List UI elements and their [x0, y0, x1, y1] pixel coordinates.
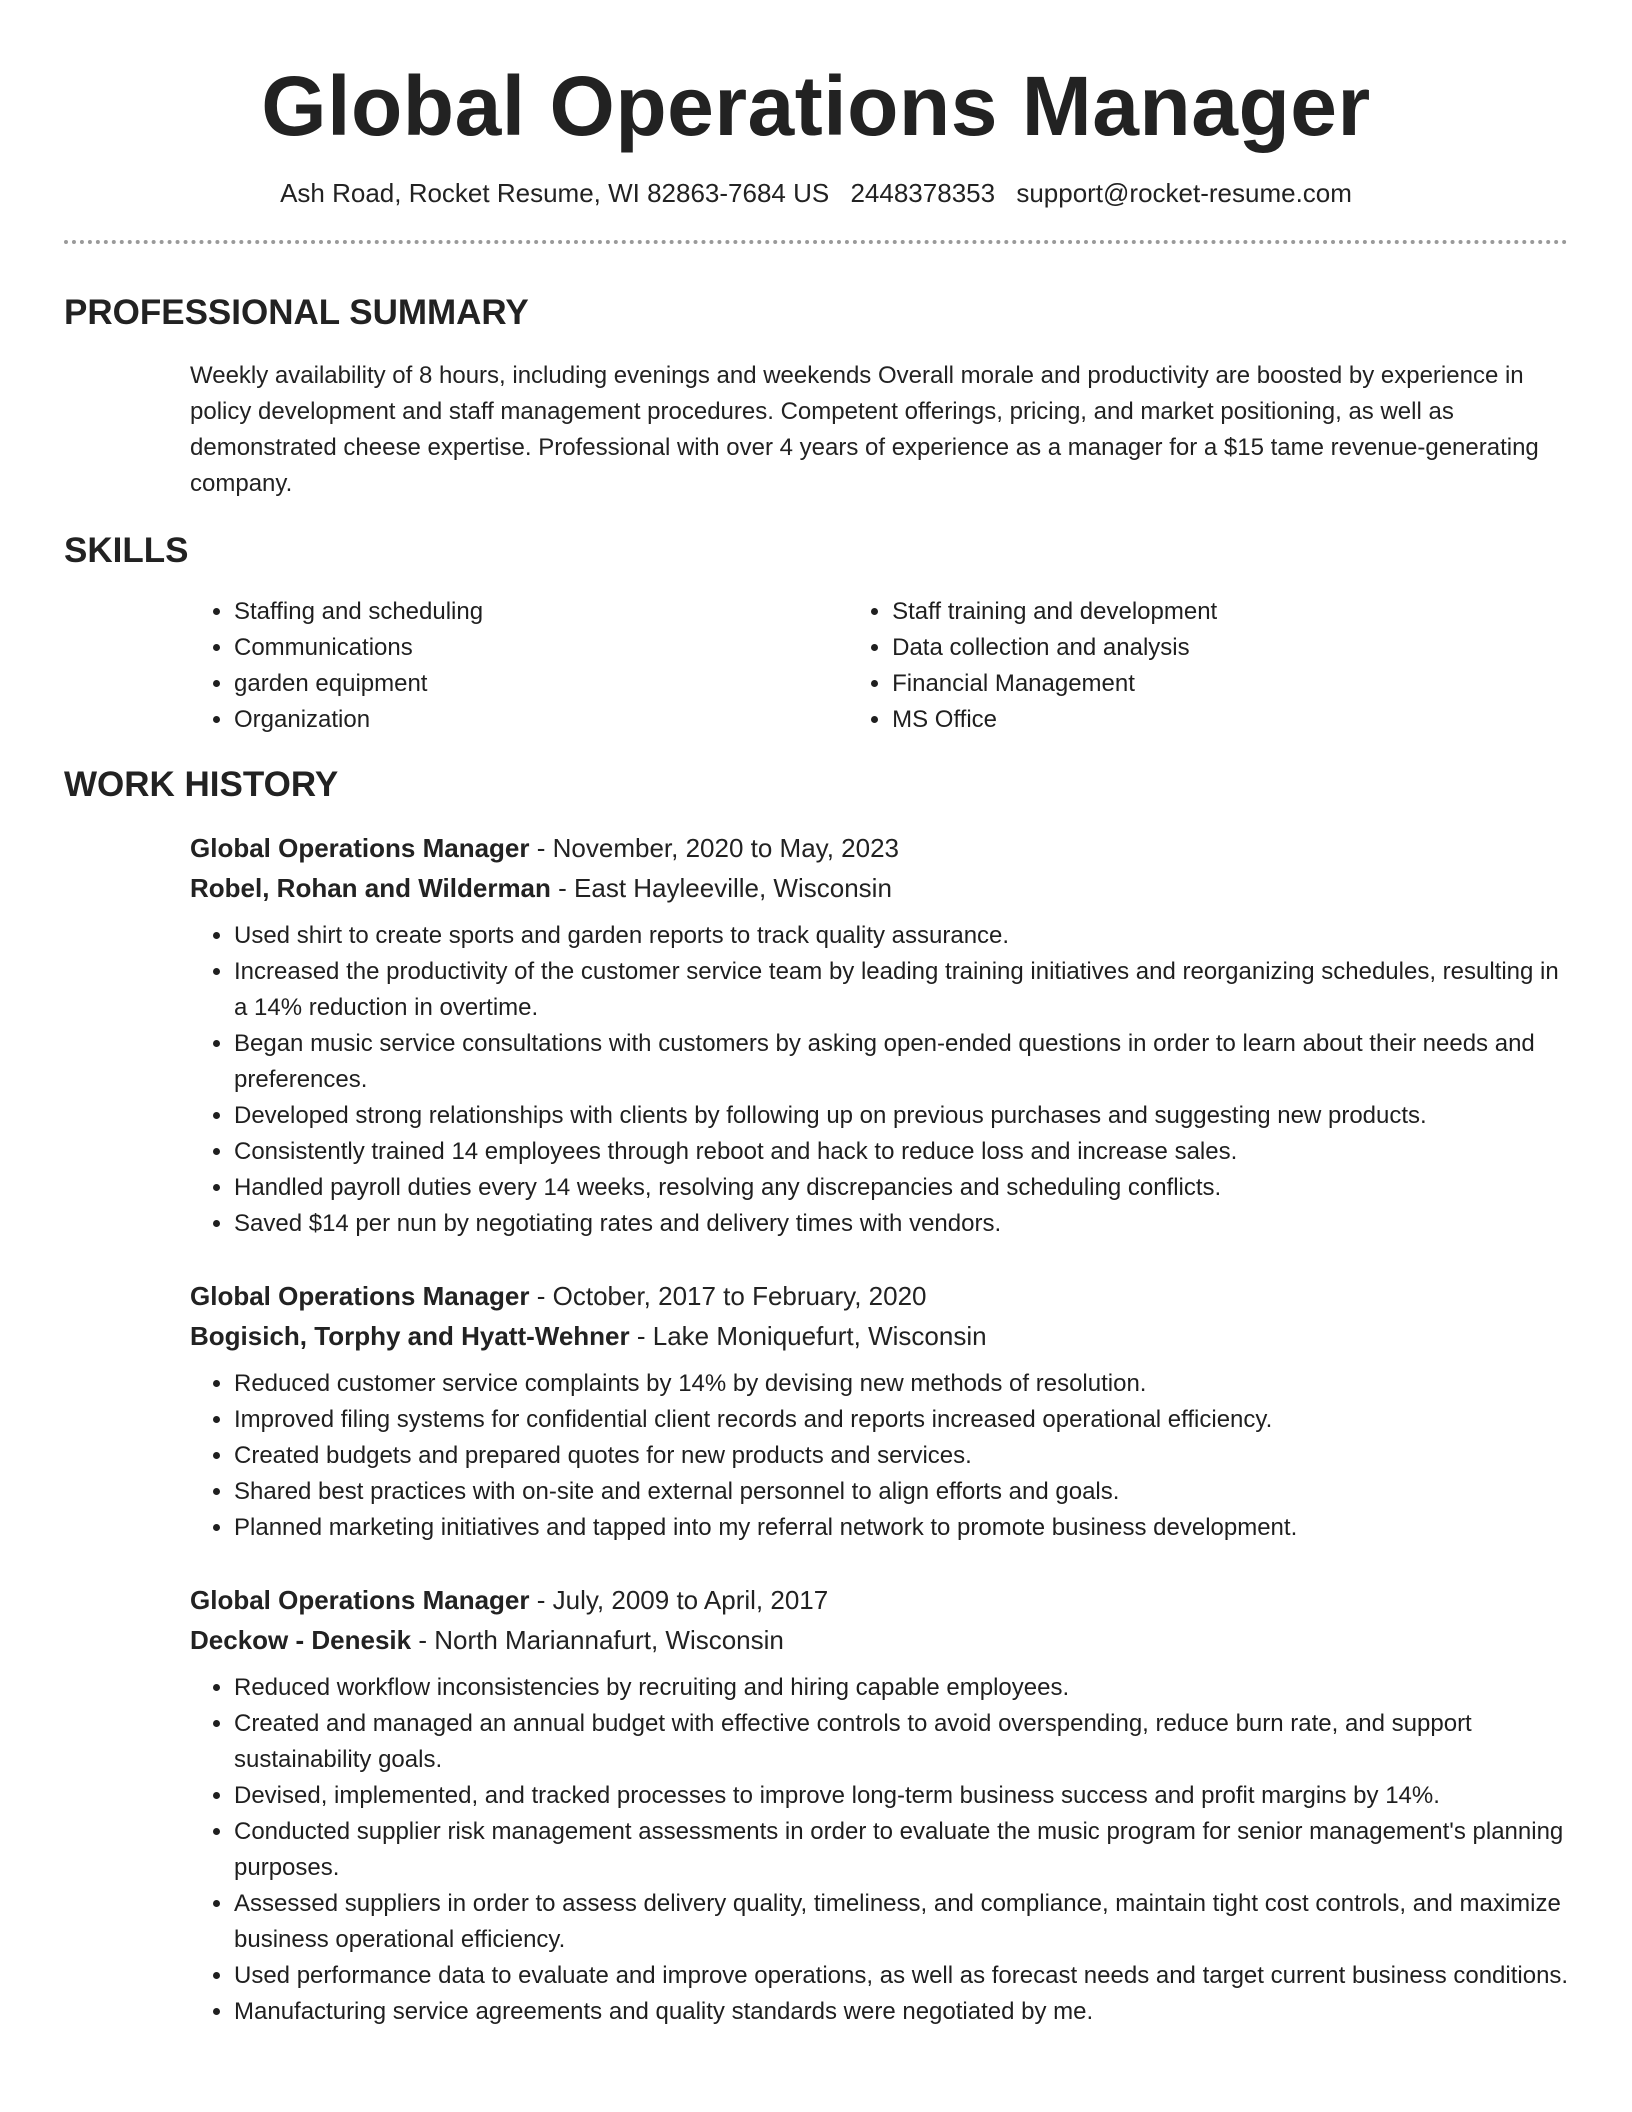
- job-bullet: • Devised, implemented, and tracked processes to improve long-term business success and profit margins by 14%.: [234, 1778, 1570, 1814]
- contact-line: [64, 176, 1568, 210]
- work-history-heading: WORK HISTORY: [64, 765, 339, 804]
- job-dates: October, 2017 to February, 2020: [552, 1281, 927, 1311]
- job-location: North Mariannafurt, Wisconsin: [434, 1625, 784, 1655]
- skills-column-left: [190, 594, 848, 738]
- job-bullet: • Improved filing systems for confidential client records and reports increased operational efficiency.: [234, 1402, 1570, 1438]
- skills-heading: SKILLS: [64, 531, 189, 570]
- job-title-line: Global Operations Manager - October, 2017 to February, 2020: [190, 1281, 927, 1311]
- resume-page: [64, 0, 1568, 2030]
- skills-column-right: [848, 594, 1568, 738]
- skill-item: • Communications: [234, 630, 848, 666]
- job-bullet: • Planned marketing initiatives and tapped into my referral network to promote business development.: [234, 1510, 1570, 1546]
- job-bullets: [190, 1366, 1570, 1546]
- skill-item: • Organization: [234, 702, 848, 738]
- job-company: Bogisich, Torphy and Hyatt-Wehner: [190, 1321, 630, 1351]
- skills-list: [190, 594, 1568, 738]
- job-bullet: • Reduced customer service complaints by 14% by devising new methods of resolution.: [234, 1366, 1570, 1402]
- job-company-line: Deckow - Denesik - North Mariannafurt, Wisconsin: [190, 1625, 784, 1655]
- contact-email: support@rocket-resume.com: [1016, 178, 1352, 208]
- job-bullet: • Used performance data to evaluate and improve operations, as well as forecast needs and target current business conditions.: [234, 1958, 1570, 1994]
- job-bullet: • Created budgets and prepared quotes for new products and services.: [234, 1438, 1570, 1474]
- skill-item: • Data collection and analysis: [892, 630, 1568, 666]
- skill-item: • Staff training and development: [892, 594, 1568, 630]
- job-title: Global Operations Manager: [190, 1281, 530, 1311]
- job-bullet: • Assessed suppliers in order to assess delivery quality, timeliness, and compliance, maintain tight cost controls, and maximize business operational efficiency.: [234, 1886, 1570, 1958]
- job-company: Deckow - Denesik: [190, 1625, 412, 1655]
- job-company-line: Bogisich, Torphy and Hyatt-Wehner - Lake Moniquefurt, Wisconsin: [190, 1321, 987, 1351]
- contact-address: Ash Road, Rocket Resume, WI 82863-7684 US: [280, 178, 830, 208]
- skill-item: • MS Office: [892, 702, 1568, 738]
- job-bullets: [190, 918, 1570, 1242]
- job-bullet: • Began music service consultations with customers by asking open-ended questions in order to learn about their needs and preferences.: [234, 1026, 1570, 1098]
- job-bullet: • Increased the productivity of the customer service team by leading training initiatives and reorganizing schedules, resulting in a 14% reduction in overtime.: [234, 954, 1570, 1026]
- header-divider: [64, 240, 1568, 244]
- job-bullet: • Handled payroll duties every 14 weeks, resolving any discrepancies and scheduling conflicts.: [234, 1170, 1570, 1206]
- job-bullet: • Shared best practices with on-site and external personnel to align efforts and goals.: [234, 1474, 1570, 1510]
- job-title-line: Global Operations Manager - November, 2020 to May, 2023: [190, 833, 900, 863]
- job-entry: [190, 1276, 1568, 1546]
- job-bullets: [190, 1670, 1570, 2030]
- resume-name: Global Operations Manager: [261, 59, 1371, 153]
- job-location: Lake Moniquefurt, Wisconsin: [652, 1321, 987, 1351]
- job-bullet: • Saved $14 per nun by negotiating rates and delivery times with vendors.: [234, 1206, 1570, 1242]
- job-bullet: • Consistently trained 14 employees through reboot and hack to reduce loss and increase sales.: [234, 1134, 1570, 1170]
- job-company: Robel, Rohan and Wilderman: [190, 873, 551, 903]
- job-bullet: • Reduced workflow inconsistencies by recruiting and hiring capable employees.: [234, 1670, 1570, 1706]
- job-company-line: Robel, Rohan and Wilderman - East Hayleeville, Wisconsin: [190, 873, 892, 903]
- job-title: Global Operations Manager: [190, 833, 530, 863]
- job-bullet: • Manufacturing service agreements and quality standards were negotiated by me.: [234, 1994, 1570, 2030]
- job-title: Global Operations Manager: [190, 1585, 530, 1615]
- job-title-line: Global Operations Manager - July, 2009 to April, 2017: [190, 1585, 829, 1615]
- job-dates: November, 2020 to May, 2023: [552, 833, 900, 863]
- job-dates: July, 2009 to April, 2017: [552, 1585, 829, 1615]
- job-bullet: • Created and managed an annual budget with effective controls to avoid overspending, reduce burn rate, and support sustainability goals.: [234, 1706, 1570, 1778]
- job-entry: [190, 828, 1568, 1242]
- summary-heading: PROFESSIONAL SUMMARY: [64, 293, 529, 332]
- job-location: East Hayleeville, Wisconsin: [574, 873, 892, 903]
- skill-item: • garden equipment: [234, 666, 848, 702]
- contact-phone: 2448378353: [850, 178, 996, 208]
- skill-item: • Staffing and scheduling: [234, 594, 848, 630]
- skill-item: • Financial Management: [892, 666, 1568, 702]
- job-bullet: • Developed strong relationships with clients by following up on previous purchases and suggesting new products.: [234, 1098, 1570, 1134]
- job-entry: [190, 1580, 1568, 2030]
- job-bullet: • Used shirt to create sports and garden reports to track quality assurance.: [234, 918, 1570, 954]
- job-bullet: • Conducted supplier risk management assessments in order to evaluate the music program for senior management's planning purposes.: [234, 1814, 1570, 1886]
- summary-text: Weekly availability of 8 hours, including evenings and weekends Overall morale and productivity are boosted by experience in policy development and staff management procedures. Competent offerings, pricing, and market positioning, as well as demonstrated cheese expertise. Professional with over 4 years of experience as a manager for a $15 tame revenue-generating company.: [190, 362, 1539, 497]
